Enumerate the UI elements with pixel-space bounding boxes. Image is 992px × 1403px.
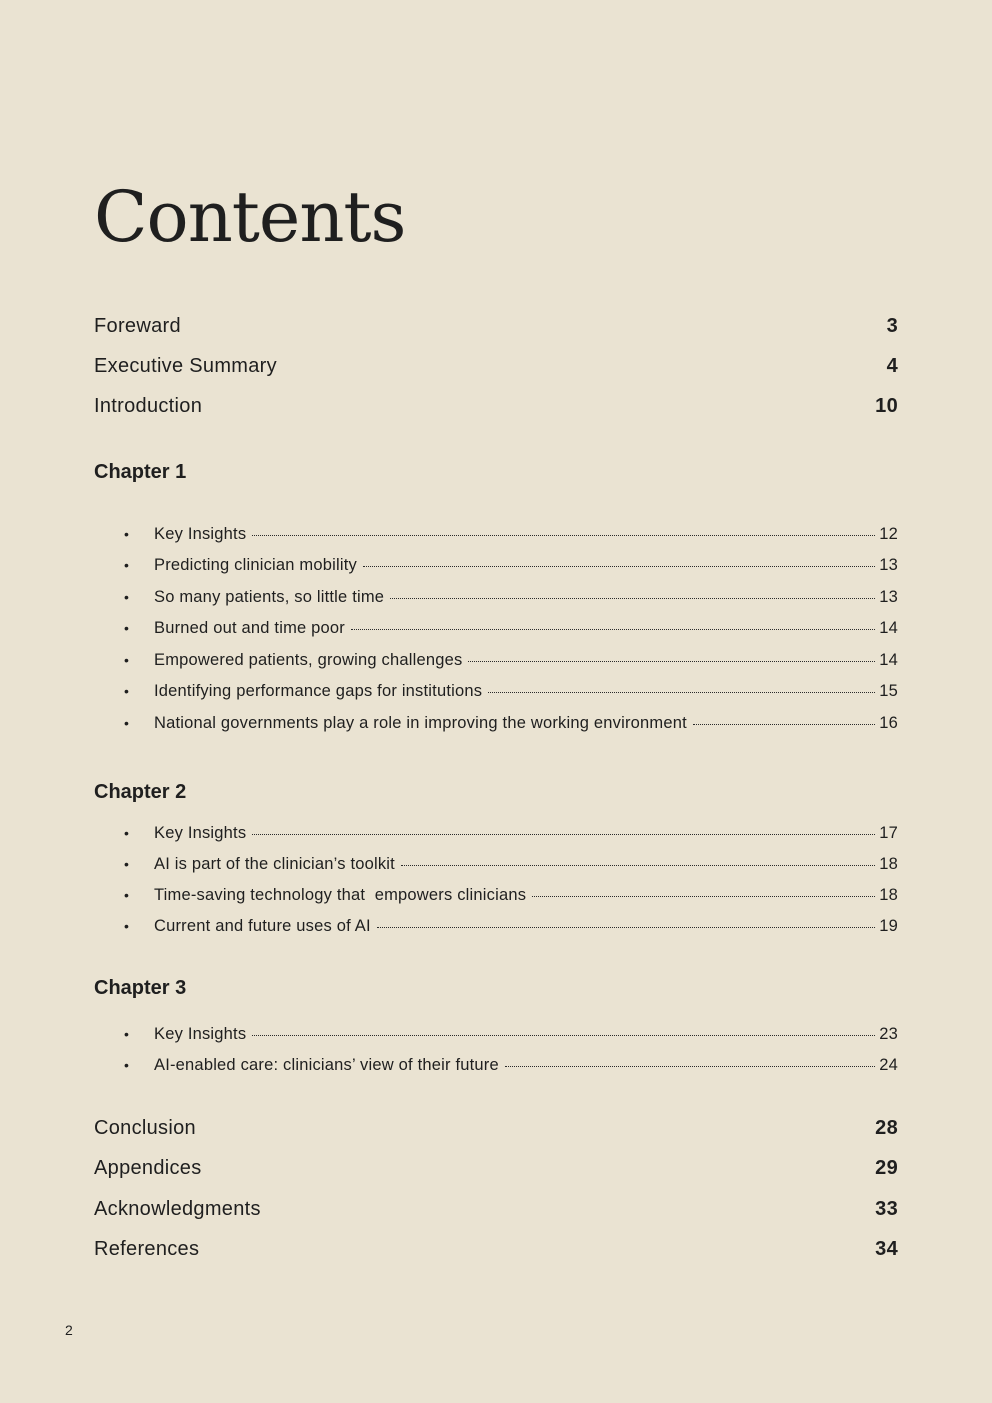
toc-entry-label: Executive Summary (94, 354, 277, 377)
dot-leader (252, 522, 875, 539)
toc-subitem-label: Key Insights (154, 823, 247, 842)
dot-leader (693, 711, 875, 728)
dot-leader (377, 914, 875, 931)
toc-subitem[interactable] (124, 648, 898, 680)
toc-entry-page: 3 (886, 314, 898, 337)
toc-subitem-page: 15 (879, 682, 898, 700)
dot-leader (488, 680, 875, 697)
toc-subitem[interactable] (124, 852, 898, 883)
toc-entry-page: 34 (875, 1238, 898, 1261)
footer-page-number: 2 (65, 1322, 73, 1338)
bullet-icon: • (124, 855, 130, 872)
toc-subitem-label: Key Insights (154, 1024, 247, 1043)
toc-entry-label: References (94, 1238, 200, 1261)
bullet-icon: • (124, 1056, 130, 1073)
front-matter-list (94, 306, 898, 426)
toc-subitem[interactable] (124, 711, 898, 743)
toc-entry-page: 28 (875, 1116, 898, 1139)
chapter-3-heading: Chapter 3 (94, 977, 187, 999)
toc-entry-foreward[interactable] (94, 306, 898, 346)
dot-leader (351, 617, 875, 634)
bullet-icon: • (124, 557, 130, 573)
toc-subitem[interactable] (124, 617, 898, 649)
toc-entry-references[interactable] (94, 1230, 898, 1271)
dot-leader (401, 852, 875, 869)
chapter-1-heading: Chapter 1 (94, 461, 187, 483)
toc-subitem-page: 14 (879, 650, 898, 669)
toc-entry-acknowledgments[interactable] (94, 1189, 898, 1230)
toc-entry-page: 33 (875, 1197, 898, 1220)
toc-subitem-page: 18 (879, 854, 898, 873)
dot-leader (252, 1022, 875, 1039)
toc-subitem-label: National governments play a role in improving the working environment (154, 713, 687, 732)
toc-entry-page: 29 (875, 1157, 898, 1180)
bullet-icon: • (124, 525, 130, 542)
toc-entry-label: Conclusion (94, 1116, 196, 1139)
toc-entry-label: Introduction (94, 394, 203, 417)
page-title: Contents (94, 176, 406, 258)
toc-entry-label: Acknowledgments (94, 1197, 261, 1220)
toc-subitem-label: Time-saving technology that empowers clinicians (154, 885, 527, 904)
dot-leader (468, 648, 875, 665)
toc-entry-appendices[interactable] (94, 1149, 898, 1190)
bullet-icon: • (124, 917, 130, 934)
chapter-3-list (124, 1022, 898, 1084)
toc-subitem[interactable] (124, 522, 898, 554)
toc-subitem-page: 13 (879, 556, 898, 574)
toc-subitem-page: 24 (879, 1055, 898, 1074)
bullet-icon: • (124, 886, 130, 903)
chapter-2-heading: Chapter 2 (94, 781, 187, 803)
toc-subitem-page: 12 (879, 524, 898, 543)
toc-entry-executive-summary[interactable] (94, 346, 898, 386)
toc-entry-label: Foreward (94, 314, 181, 337)
toc-subitem-label: Burned out and time poor (154, 619, 346, 637)
bullet-icon: • (124, 824, 130, 841)
toc-subitem[interactable] (124, 585, 898, 617)
toc-entry-page: 10 (875, 394, 898, 417)
dot-leader (505, 1053, 875, 1070)
toc-subitem-label: Predicting clinician mobility (154, 556, 357, 574)
bullet-icon: • (124, 651, 130, 668)
toc-subitem-page: 19 (879, 916, 898, 935)
dot-leader (363, 554, 875, 571)
bullet-icon: • (124, 1025, 130, 1042)
bullet-icon: • (124, 714, 130, 731)
toc-entry-introduction[interactable] (94, 386, 898, 426)
toc-subitem-page: 17 (879, 823, 898, 842)
toc-entry-page: 4 (886, 354, 898, 377)
dot-leader (532, 883, 875, 900)
bullet-icon: • (124, 620, 130, 636)
toc-subitem-page: 16 (879, 713, 898, 732)
toc-subitem-label: AI-enabled care: clinicians’ view of their future (154, 1055, 499, 1074)
toc-subitem-page: 14 (879, 619, 898, 637)
back-matter-list (94, 1108, 898, 1270)
toc-subitem[interactable] (124, 1022, 898, 1053)
toc-entry-label: Appendices (94, 1157, 202, 1180)
toc-entry-conclusion[interactable] (94, 1108, 898, 1149)
bullet-icon: • (124, 588, 130, 605)
toc-subitem-label: Identifying performance gaps for institutions (154, 682, 483, 700)
toc-subitem[interactable] (124, 914, 898, 945)
toc-subitem[interactable] (124, 883, 898, 914)
bullet-icon: • (124, 683, 130, 699)
toc-subitem-label: AI is part of the clinician’s toolkit (154, 854, 395, 873)
dot-leader (390, 585, 875, 602)
toc-subitem[interactable] (124, 554, 898, 586)
toc-subitem-label: Empowered patients, growing challenges (154, 650, 463, 669)
toc-subitem[interactable] (124, 821, 898, 852)
toc-subitem-label: Current and future uses of AI (154, 916, 371, 935)
toc-subitem-page: 18 (879, 885, 898, 904)
toc-subitem-page: 23 (879, 1024, 898, 1043)
toc-subitem[interactable] (124, 680, 898, 712)
toc-subitem[interactable] (124, 1053, 898, 1084)
toc-subitem-label: So many patients, so little time (154, 587, 385, 606)
chapter-2-list (124, 821, 898, 945)
toc-subitem-page: 13 (879, 587, 898, 606)
dot-leader (252, 821, 875, 838)
toc-subitem-label: Key Insights (154, 524, 247, 543)
chapter-1-list (124, 522, 898, 743)
